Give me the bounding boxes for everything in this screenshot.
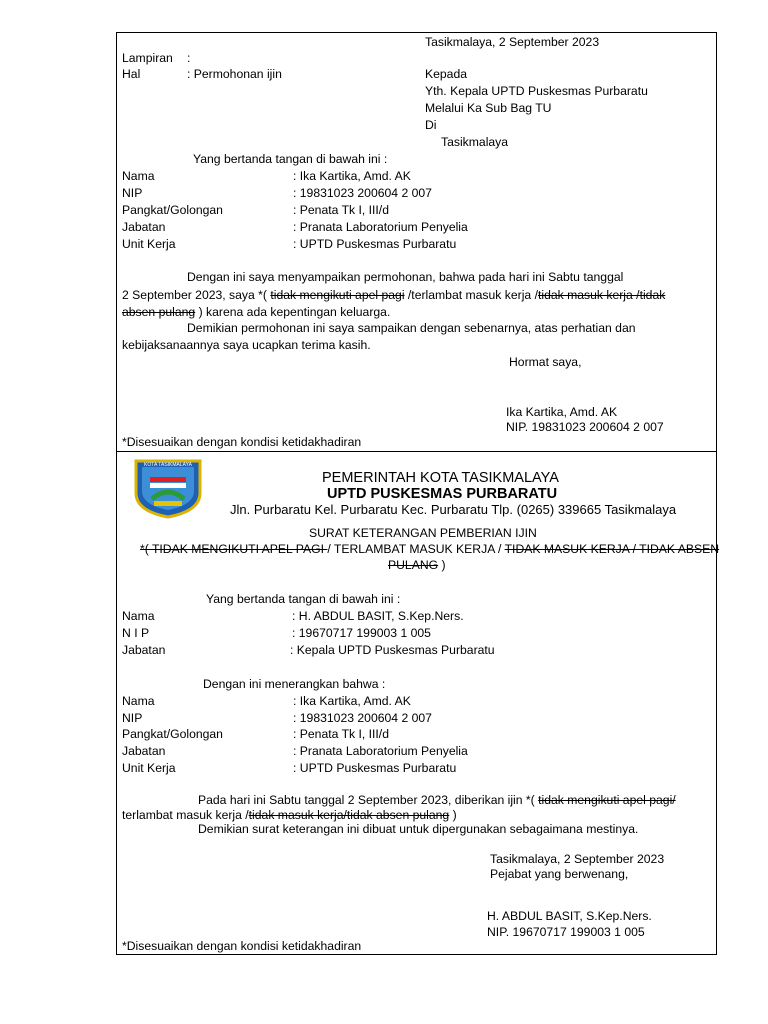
signer-label: Jabatan — [122, 643, 166, 657]
unit-name: UPTD PUSKESMAS PURBARATU — [327, 486, 558, 502]
field-value: : 19831023 200604 2 007 — [293, 186, 432, 200]
hal-label: Hal — [122, 67, 141, 81]
certificate-official: Pejabat yang berwenang, — [490, 867, 629, 881]
section-divider — [116, 451, 717, 452]
employee-value: : Penata Tk I, III/d — [293, 727, 389, 741]
kepada: Kepada — [425, 67, 468, 81]
lampiran-label: Lampiran — [122, 51, 173, 65]
field-label: Jabatan — [122, 220, 166, 234]
letter-body-line: Dengan ini saya menyampaikan permohonan, bahwa pada hari ini Sabtu tanggal — [187, 270, 624, 284]
certificate-body-line: Demikian surat keterangan ini dibuat untuk dipergunakan sebagaimana mestinya. — [198, 822, 639, 836]
field-label: Unit Kerja — [122, 237, 176, 251]
via: Melalui Ka Sub Bag TU — [425, 101, 552, 115]
gov-name: PEMERINTAH KOTA TASIKMALAYA — [322, 470, 559, 486]
employee-label: Pangkat/Golongan — [122, 727, 223, 741]
employee-value: : 19831023 200604 2 007 — [293, 711, 432, 725]
signer-value: : H. ABDUL BASIT, S.Kep.Ners. — [292, 609, 464, 623]
employee-label: Unit Kerja — [122, 761, 176, 775]
signer-label: Nama — [122, 609, 155, 623]
certificate-title: SURAT KETERANGAN PEMBERIAN IJIN — [309, 526, 537, 540]
employee-label: Nama — [122, 694, 155, 708]
letter-body-line: Demikian permohonan ini saya sampaikan dengan sebenarnya, atas perhatian dan — [187, 321, 636, 335]
certificate-place-date: Tasikmalaya, 2 September 2023 — [490, 852, 665, 866]
field-value: : Pranata Laboratorium Penyelia — [293, 220, 468, 234]
letter-body-line: 2 September 2023, saya *( tidak mengikuti apel pagi /terlambat masuk kerja /tidak masuk kerja /tidak — [122, 288, 666, 302]
certificate-footnote: *Disesuaikan dengan kondisi ketidakhadiran — [122, 939, 362, 953]
certificate-sign-nip: NIP. 19670717 199003 1 005 — [487, 925, 645, 939]
signer-value: : 19670717 199003 1 005 — [292, 626, 431, 640]
recipient: Yth. Kepala UPTD Puskesmas Purbaratu — [425, 84, 648, 98]
field-label: Pangkat/Golongan — [122, 203, 223, 217]
hal-value: : Permohonan ijin — [187, 67, 282, 81]
field-label: Nama — [122, 169, 155, 183]
employee-value: : Pranata Laboratorium Penyelia — [293, 744, 468, 758]
signer-value: : Kepala UPTD Puskesmas Purbaratu — [290, 643, 495, 657]
certificate-body-line: terlambat masuk kerja /tidak masuk kerja/tidak absen pulang ) — [122, 808, 457, 822]
logo-text: KOTA TASIKMALAYA — [144, 462, 192, 468]
letter-sign-name: Ika Kartika, Amd. AK — [506, 405, 618, 419]
field-value: : Ika Kartika, Amd. AK — [293, 169, 411, 183]
employee-label: Jabatan — [122, 744, 166, 758]
certificate-body-line: Pada hari ini Sabtu tanggal 2 September 2023, diberikan ijin *( tidak mengikuti apel pagi/ — [198, 793, 676, 807]
lampiran-colon: : — [187, 51, 191, 65]
certificate-sign-name: H. ABDUL BASIT, S.Kep.Ners. — [487, 909, 652, 923]
letter-place-date: Tasikmalaya, 2 September 2023 — [425, 35, 600, 49]
certificate-options-line: PULANG ) — [388, 558, 446, 572]
letter-sign-nip: NIP. 19831023 200604 2 007 — [506, 420, 664, 434]
letter-body-line: absen pulang ) karena ada kepentingan keluarga. — [122, 305, 391, 319]
certificate-intro: Yang bertanda tangan di bawah ini : — [206, 592, 401, 606]
city: Tasikmalaya — [441, 135, 509, 149]
field-value: : UPTD Puskesmas Purbaratu — [293, 237, 457, 251]
certificate-options-line: *( TIDAK MENGIKUTI APEL PAGI / TERLAMBAT MASUK KERJA / TIDAK MASUK KERJA / TIDAK ABSEN — [140, 542, 720, 556]
declare-line: Dengan ini menerangkan bahwa : — [203, 677, 386, 691]
letter-intro: Yang bertanda tangan di bawah ini : — [193, 152, 388, 166]
employee-value: : Ika Kartika, Amd. AK — [293, 694, 411, 708]
city-emblem-logo — [132, 455, 204, 519]
employee-label: NIP — [122, 711, 143, 725]
signer-label: N I P — [122, 626, 150, 640]
di: Di — [425, 118, 437, 132]
field-label: NIP — [122, 186, 143, 200]
employee-value: : UPTD Puskesmas Purbaratu — [293, 761, 457, 775]
letter-closing: Hormat saya, — [509, 355, 582, 369]
field-value: : Penata Tk I, III/d — [293, 203, 389, 217]
unit-address: Jln. Purbaratu Kel. Purbaratu Kec. Purbaratu Tlp. (0265) 339665 Tasikmalaya — [230, 502, 677, 517]
letter-footnote: *Disesuaikan dengan kondisi ketidakhadiran — [122, 435, 362, 449]
letter-body-line: kebijaksanaannya saya ucapkan terima kasih. — [122, 338, 371, 352]
